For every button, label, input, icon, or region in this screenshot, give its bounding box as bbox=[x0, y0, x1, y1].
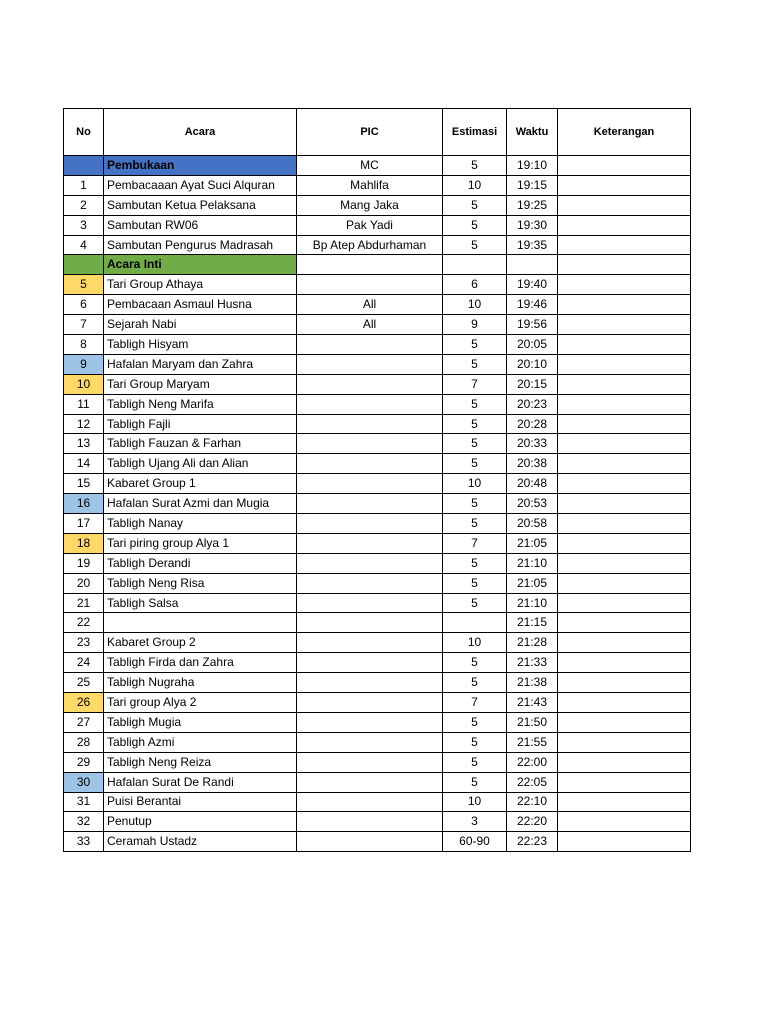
cell-waktu: 20:58 bbox=[507, 514, 558, 534]
cell-pic: Bp Atep Abdurhaman bbox=[297, 235, 443, 255]
cell-estimasi: 5 bbox=[443, 712, 507, 732]
cell-waktu: 21:38 bbox=[507, 673, 558, 693]
cell-acara: Acara Inti bbox=[104, 255, 297, 275]
cell-no: 2 bbox=[64, 195, 104, 215]
cell-keterangan bbox=[558, 195, 691, 215]
cell-estimasi: 5 bbox=[443, 434, 507, 454]
table-row bbox=[64, 454, 691, 474]
cell-waktu bbox=[507, 255, 558, 275]
cell-keterangan bbox=[558, 335, 691, 355]
cell-waktu: 20:23 bbox=[507, 394, 558, 414]
cell-pic bbox=[297, 454, 443, 474]
cell-acara: Tabligh Firda dan Zahra bbox=[104, 653, 297, 673]
cell-pic bbox=[297, 772, 443, 792]
cell-waktu: 19:40 bbox=[507, 275, 558, 295]
table-row bbox=[64, 275, 691, 295]
table-row bbox=[64, 295, 691, 315]
table-body bbox=[64, 156, 691, 852]
table-row bbox=[64, 434, 691, 454]
cell-pic bbox=[297, 693, 443, 713]
table-row bbox=[64, 752, 691, 772]
cell-acara: Hafalan Maryam dan Zahra bbox=[104, 354, 297, 374]
cell-estimasi: 60-90 bbox=[443, 832, 507, 852]
cell-pic bbox=[297, 494, 443, 514]
table-row bbox=[64, 653, 691, 673]
section-row bbox=[64, 255, 691, 275]
cell-estimasi: 5 bbox=[443, 593, 507, 613]
cell-no: 21 bbox=[64, 593, 104, 613]
table-row bbox=[64, 195, 691, 215]
table-row bbox=[64, 374, 691, 394]
cell-waktu: 20:15 bbox=[507, 374, 558, 394]
cell-pic bbox=[297, 374, 443, 394]
cell-waktu: 22:05 bbox=[507, 772, 558, 792]
cell-no bbox=[64, 156, 104, 176]
cell-no: 15 bbox=[64, 474, 104, 494]
table-row bbox=[64, 633, 691, 653]
cell-acara: Tabligh Nugraha bbox=[104, 673, 297, 693]
cell-waktu: 19:30 bbox=[507, 215, 558, 235]
table-row bbox=[64, 732, 691, 752]
cell-keterangan bbox=[558, 255, 691, 275]
cell-estimasi: 5 bbox=[443, 354, 507, 374]
cell-estimasi: 5 bbox=[443, 454, 507, 474]
cell-acara: Puisi Berantai bbox=[104, 792, 297, 812]
cell-no bbox=[64, 255, 104, 275]
cell-estimasi: 7 bbox=[443, 374, 507, 394]
cell-pic bbox=[297, 752, 443, 772]
cell-keterangan bbox=[558, 514, 691, 534]
cell-waktu: 19:56 bbox=[507, 315, 558, 335]
cell-estimasi: 9 bbox=[443, 315, 507, 335]
cell-acara: Tabligh Mugia bbox=[104, 712, 297, 732]
cell-keterangan bbox=[558, 553, 691, 573]
cell-estimasi: 5 bbox=[443, 195, 507, 215]
cell-estimasi: 10 bbox=[443, 474, 507, 494]
cell-waktu: 21:05 bbox=[507, 573, 558, 593]
cell-keterangan bbox=[558, 533, 691, 553]
cell-no: 22 bbox=[64, 613, 104, 633]
cell-waktu: 22:20 bbox=[507, 812, 558, 832]
cell-pic bbox=[297, 613, 443, 633]
cell-pic: Pak Yadi bbox=[297, 215, 443, 235]
header-estimasi: Estimasi bbox=[443, 109, 507, 156]
cell-acara: Ceramah Ustadz bbox=[104, 832, 297, 852]
cell-no: 33 bbox=[64, 832, 104, 852]
cell-keterangan bbox=[558, 156, 691, 176]
cell-estimasi: 5 bbox=[443, 553, 507, 573]
cell-pic bbox=[297, 474, 443, 494]
cell-no: 10 bbox=[64, 374, 104, 394]
cell-acara: Tabligh Fauzan & Farhan bbox=[104, 434, 297, 454]
cell-acara: Pembukaan bbox=[104, 156, 297, 176]
cell-acara: Pembacaaan Ayat Suci Alquran bbox=[104, 175, 297, 195]
cell-keterangan bbox=[558, 732, 691, 752]
section-row bbox=[64, 156, 691, 176]
cell-no: 26 bbox=[64, 693, 104, 713]
table-row bbox=[64, 693, 691, 713]
cell-estimasi: 5 bbox=[443, 494, 507, 514]
cell-pic bbox=[297, 732, 443, 752]
cell-acara: Pembacaan Asmaul Husna bbox=[104, 295, 297, 315]
cell-acara: Tabligh Salsa bbox=[104, 593, 297, 613]
cell-no: 16 bbox=[64, 494, 104, 514]
cell-acara: Tabligh Hisyam bbox=[104, 335, 297, 355]
cell-keterangan bbox=[558, 812, 691, 832]
cell-keterangan bbox=[558, 215, 691, 235]
table-row bbox=[64, 712, 691, 732]
cell-pic: Mahlifa bbox=[297, 175, 443, 195]
cell-no: 3 bbox=[64, 215, 104, 235]
cell-waktu: 20:48 bbox=[507, 474, 558, 494]
cell-pic bbox=[297, 712, 443, 732]
cell-acara: Tari group Alya 2 bbox=[104, 693, 297, 713]
table-row bbox=[64, 414, 691, 434]
cell-estimasi: 3 bbox=[443, 812, 507, 832]
cell-keterangan bbox=[558, 374, 691, 394]
table-row bbox=[64, 474, 691, 494]
cell-waktu: 19:46 bbox=[507, 295, 558, 315]
cell-pic bbox=[297, 593, 443, 613]
cell-keterangan bbox=[558, 175, 691, 195]
cell-pic bbox=[297, 573, 443, 593]
cell-pic bbox=[297, 673, 443, 693]
cell-waktu: 21:05 bbox=[507, 533, 558, 553]
cell-pic: All bbox=[297, 315, 443, 335]
cell-pic bbox=[297, 653, 443, 673]
cell-waktu: 20:38 bbox=[507, 454, 558, 474]
cell-acara: Tabligh Nanay bbox=[104, 514, 297, 534]
table-row bbox=[64, 772, 691, 792]
cell-estimasi: 5 bbox=[443, 653, 507, 673]
cell-keterangan bbox=[558, 752, 691, 772]
cell-keterangan bbox=[558, 474, 691, 494]
cell-waktu: 21:15 bbox=[507, 613, 558, 633]
table-row bbox=[64, 533, 691, 553]
cell-acara: Kabaret Group 2 bbox=[104, 633, 297, 653]
cell-pic bbox=[297, 434, 443, 454]
cell-estimasi: 5 bbox=[443, 752, 507, 772]
table-row bbox=[64, 613, 691, 633]
cell-acara: Tabligh Azmi bbox=[104, 732, 297, 752]
cell-estimasi: 10 bbox=[443, 792, 507, 812]
cell-no: 30 bbox=[64, 772, 104, 792]
cell-keterangan bbox=[558, 434, 691, 454]
table-row bbox=[64, 514, 691, 534]
cell-pic bbox=[297, 275, 443, 295]
cell-waktu: 22:00 bbox=[507, 752, 558, 772]
cell-waktu: 21:33 bbox=[507, 653, 558, 673]
cell-no: 24 bbox=[64, 653, 104, 673]
cell-acara: Tari Group Athaya bbox=[104, 275, 297, 295]
table-row bbox=[64, 175, 691, 195]
cell-pic bbox=[297, 633, 443, 653]
cell-estimasi: 10 bbox=[443, 295, 507, 315]
cell-acara: Kabaret Group 1 bbox=[104, 474, 297, 494]
cell-keterangan bbox=[558, 315, 691, 335]
cell-estimasi: 5 bbox=[443, 414, 507, 434]
cell-keterangan bbox=[558, 712, 691, 732]
cell-waktu: 21:10 bbox=[507, 553, 558, 573]
cell-pic bbox=[297, 394, 443, 414]
cell-acara: Sejarah Nabi bbox=[104, 315, 297, 335]
cell-estimasi: 5 bbox=[443, 215, 507, 235]
cell-no: 7 bbox=[64, 315, 104, 335]
cell-keterangan bbox=[558, 494, 691, 514]
cell-pic bbox=[297, 255, 443, 275]
cell-no: 25 bbox=[64, 673, 104, 693]
cell-keterangan bbox=[558, 235, 691, 255]
header-row bbox=[64, 109, 691, 156]
cell-estimasi: 5 bbox=[443, 573, 507, 593]
cell-waktu: 21:10 bbox=[507, 593, 558, 613]
cell-pic bbox=[297, 414, 443, 434]
cell-keterangan bbox=[558, 354, 691, 374]
cell-acara: Sambutan Pengurus Madrasah bbox=[104, 235, 297, 255]
cell-no: 9 bbox=[64, 354, 104, 374]
cell-no: 11 bbox=[64, 394, 104, 414]
cell-waktu: 19:15 bbox=[507, 175, 558, 195]
cell-pic: All bbox=[297, 295, 443, 315]
header-acara: Acara bbox=[104, 109, 297, 156]
cell-keterangan bbox=[558, 633, 691, 653]
cell-no: 17 bbox=[64, 514, 104, 534]
cell-acara: Tabligh Fajli bbox=[104, 414, 297, 434]
cell-no: 19 bbox=[64, 553, 104, 573]
cell-no: 13 bbox=[64, 434, 104, 454]
table-row bbox=[64, 832, 691, 852]
cell-pic bbox=[297, 335, 443, 355]
cell-keterangan bbox=[558, 414, 691, 434]
cell-keterangan bbox=[558, 613, 691, 633]
cell-estimasi: 5 bbox=[443, 514, 507, 534]
cell-keterangan bbox=[558, 394, 691, 414]
table-row bbox=[64, 494, 691, 514]
cell-estimasi: 5 bbox=[443, 335, 507, 355]
cell-no: 5 bbox=[64, 275, 104, 295]
cell-acara bbox=[104, 613, 297, 633]
cell-pic: Mang Jaka bbox=[297, 195, 443, 215]
table-row bbox=[64, 215, 691, 235]
cell-no: 31 bbox=[64, 792, 104, 812]
cell-acara: Tabligh Derandi bbox=[104, 553, 297, 573]
cell-acara: Tabligh Ujang Ali dan Alian bbox=[104, 454, 297, 474]
header-waktu: Waktu bbox=[507, 109, 558, 156]
cell-keterangan bbox=[558, 792, 691, 812]
cell-keterangan bbox=[558, 653, 691, 673]
cell-no: 18 bbox=[64, 533, 104, 553]
cell-no: 14 bbox=[64, 454, 104, 474]
cell-acara: Hafalan Surat De Randi bbox=[104, 772, 297, 792]
cell-acara: Tari piring group Alya 1 bbox=[104, 533, 297, 553]
cell-pic bbox=[297, 812, 443, 832]
cell-waktu: 21:28 bbox=[507, 633, 558, 653]
cell-no: 28 bbox=[64, 732, 104, 752]
table-row bbox=[64, 553, 691, 573]
cell-estimasi: 5 bbox=[443, 235, 507, 255]
cell-acara: Penutup bbox=[104, 812, 297, 832]
table-row bbox=[64, 812, 691, 832]
cell-estimasi: 5 bbox=[443, 673, 507, 693]
cell-keterangan bbox=[558, 593, 691, 613]
cell-waktu: 19:35 bbox=[507, 235, 558, 255]
cell-estimasi: 5 bbox=[443, 156, 507, 176]
cell-no: 23 bbox=[64, 633, 104, 653]
cell-estimasi: 6 bbox=[443, 275, 507, 295]
table-row bbox=[64, 235, 691, 255]
header-no: No bbox=[64, 109, 104, 156]
cell-keterangan bbox=[558, 673, 691, 693]
cell-waktu: 19:25 bbox=[507, 195, 558, 215]
cell-pic bbox=[297, 514, 443, 534]
cell-waktu: 20:53 bbox=[507, 494, 558, 514]
cell-acara: Sambutan RW06 bbox=[104, 215, 297, 235]
cell-waktu: 20:33 bbox=[507, 434, 558, 454]
cell-no: 29 bbox=[64, 752, 104, 772]
cell-pic bbox=[297, 533, 443, 553]
cell-waktu: 21:43 bbox=[507, 693, 558, 713]
table-row bbox=[64, 394, 691, 414]
cell-keterangan bbox=[558, 832, 691, 852]
cell-estimasi bbox=[443, 613, 507, 633]
cell-estimasi: 5 bbox=[443, 772, 507, 792]
cell-no: 4 bbox=[64, 235, 104, 255]
cell-waktu: 21:50 bbox=[507, 712, 558, 732]
cell-keterangan bbox=[558, 275, 691, 295]
table-row bbox=[64, 335, 691, 355]
table-row bbox=[64, 792, 691, 812]
cell-estimasi: 7 bbox=[443, 533, 507, 553]
cell-waktu: 20:28 bbox=[507, 414, 558, 434]
cell-pic bbox=[297, 354, 443, 374]
cell-keterangan bbox=[558, 772, 691, 792]
cell-pic bbox=[297, 553, 443, 573]
cell-no: 27 bbox=[64, 712, 104, 732]
cell-pic bbox=[297, 832, 443, 852]
table-row bbox=[64, 673, 691, 693]
cell-estimasi: 10 bbox=[443, 633, 507, 653]
cell-acara: Tabligh Neng Reiza bbox=[104, 752, 297, 772]
cell-keterangan bbox=[558, 295, 691, 315]
header-keterangan: Keterangan bbox=[558, 109, 691, 156]
table-row bbox=[64, 593, 691, 613]
cell-estimasi: 7 bbox=[443, 693, 507, 713]
cell-keterangan bbox=[558, 573, 691, 593]
cell-acara: Tabligh Neng Risa bbox=[104, 573, 297, 593]
cell-waktu: 22:10 bbox=[507, 792, 558, 812]
cell-waktu: 20:05 bbox=[507, 335, 558, 355]
cell-acara: Tabligh Neng Marifa bbox=[104, 394, 297, 414]
cell-keterangan bbox=[558, 454, 691, 474]
cell-acara: Hafalan Surat Azmi dan Mugia bbox=[104, 494, 297, 514]
cell-no: 20 bbox=[64, 573, 104, 593]
cell-waktu: 19:10 bbox=[507, 156, 558, 176]
table-row bbox=[64, 573, 691, 593]
cell-waktu: 21:55 bbox=[507, 732, 558, 752]
cell-waktu: 22:23 bbox=[507, 832, 558, 852]
cell-no: 12 bbox=[64, 414, 104, 434]
cell-estimasi bbox=[443, 255, 507, 275]
cell-no: 6 bbox=[64, 295, 104, 315]
cell-acara: Sambutan Ketua Pelaksana bbox=[104, 195, 297, 215]
cell-no: 8 bbox=[64, 335, 104, 355]
header-pic: PIC bbox=[297, 109, 443, 156]
cell-no: 32 bbox=[64, 812, 104, 832]
cell-no: 1 bbox=[64, 175, 104, 195]
table-row bbox=[64, 315, 691, 335]
cell-estimasi: 5 bbox=[443, 732, 507, 752]
cell-keterangan bbox=[558, 693, 691, 713]
schedule-table bbox=[63, 108, 691, 852]
table-row bbox=[64, 354, 691, 374]
cell-estimasi: 5 bbox=[443, 394, 507, 414]
cell-waktu: 20:10 bbox=[507, 354, 558, 374]
cell-estimasi: 10 bbox=[443, 175, 507, 195]
cell-pic bbox=[297, 792, 443, 812]
cell-acara: Tari Group Maryam bbox=[104, 374, 297, 394]
cell-pic: MC bbox=[297, 156, 443, 176]
